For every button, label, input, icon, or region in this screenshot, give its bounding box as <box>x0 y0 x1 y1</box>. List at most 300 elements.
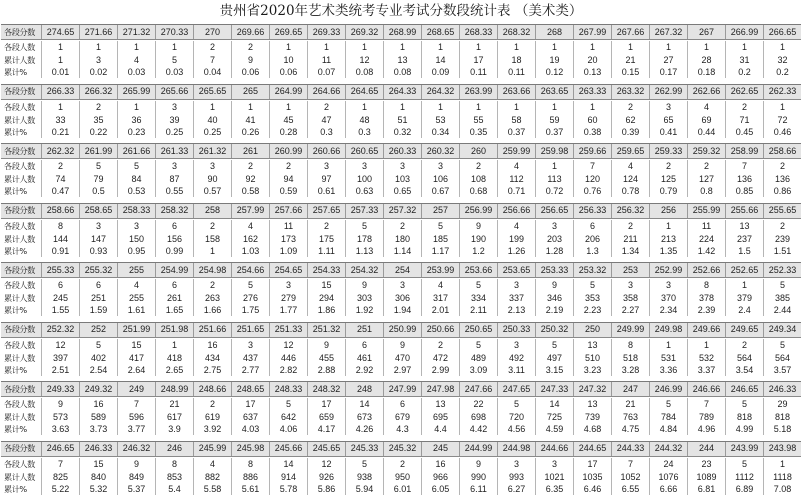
count-cell: 1 <box>649 41 687 54</box>
count-cell: 1 <box>535 160 573 173</box>
count-cell: 16 <box>193 339 231 352</box>
cumulative-cell: 993 <box>497 471 535 484</box>
score-cell: 248.99 <box>155 382 193 396</box>
score-cell: 259.99 <box>497 144 535 158</box>
cumulative-cell: 48 <box>345 114 383 127</box>
count-cell: 16 <box>421 458 459 471</box>
cumulative-cell: 818 <box>725 411 763 424</box>
percent-cell: 0.46 <box>763 127 801 138</box>
score-cell: 245.99 <box>193 442 231 456</box>
score-cell: 244.98 <box>497 442 535 456</box>
score-cell: 258.99 <box>725 144 763 158</box>
cumulative-cell: 251 <box>79 292 117 305</box>
percent-cell: 0.11 <box>497 67 535 78</box>
percent-cell: 2.44 <box>763 305 801 316</box>
cumulative-cell: 532 <box>687 352 725 365</box>
score-cell: 259.33 <box>649 144 687 158</box>
score-cell: 254.66 <box>231 263 269 277</box>
count-cell: 5 <box>459 339 497 352</box>
cumulative-cell: 36 <box>117 114 155 127</box>
score-cell: 254.33 <box>307 263 345 277</box>
count-cell: 7 <box>725 160 763 173</box>
percent-cell: 0.07 <box>307 67 345 78</box>
score-cell: 254.98 <box>193 263 231 277</box>
percent-cell: 1.42 <box>687 246 725 257</box>
percent-cell: 0.93 <box>79 246 117 257</box>
percent-cell: 4.26 <box>345 424 383 435</box>
percent-cell: 2.27 <box>611 305 649 316</box>
cumulative-cell: 27 <box>649 54 687 67</box>
count-cell: 12 <box>307 458 345 471</box>
percent-cell: 1.92 <box>345 305 383 316</box>
count-cell: 8 <box>41 220 79 233</box>
score-cell: 247.99 <box>383 382 421 396</box>
count-cell: 5 <box>231 279 269 292</box>
count-cell: 9 <box>41 398 79 411</box>
score-cell: 248.65 <box>231 382 269 396</box>
cumulative-cell: 59 <box>535 114 573 127</box>
percent-cell: 0.03 <box>155 67 193 78</box>
score-cell: 251.66 <box>193 323 231 337</box>
score-cell: 257.33 <box>345 204 383 218</box>
count-cell: 2 <box>421 339 459 352</box>
percent-cell: 5.61 <box>231 484 269 495</box>
score-cell: 251.33 <box>269 323 307 337</box>
cumulative-cell: 150 <box>117 233 155 246</box>
count-cell: 1 <box>763 458 801 471</box>
percent-cell: 3.15 <box>535 365 573 376</box>
percent-cell: 6.55 <box>611 484 649 495</box>
percent-cell: 2.19 <box>535 305 573 316</box>
percent-cell: 3.37 <box>687 365 725 376</box>
cumulative-cell: 385 <box>763 292 801 305</box>
count-cell: 1 <box>307 41 345 54</box>
cumulative-cell: 853 <box>155 471 193 484</box>
count-cell: 2 <box>611 220 649 233</box>
count-cell: 5 <box>725 458 763 471</box>
cumulative-cell: 358 <box>611 292 649 305</box>
cumulative-cell: 84 <box>117 173 155 186</box>
cumulative-cell: 1035 <box>573 471 611 484</box>
percent-cell: 7.08 <box>763 484 801 495</box>
score-cell: 256 <box>649 204 687 218</box>
cumulative-cell: 882 <box>193 471 231 484</box>
score-cell: 265 <box>231 85 269 99</box>
data-row <box>1 173 801 186</box>
percent-cell: 5.94 <box>345 484 383 495</box>
score-cell: 246.65 <box>41 442 79 456</box>
count-cell: 4 <box>497 220 535 233</box>
count-cell: 5 <box>649 398 687 411</box>
percent-cell: 0.71 <box>497 186 535 197</box>
count-cell: 1 <box>383 41 421 54</box>
score-cell: 250.99 <box>383 323 421 337</box>
cumulative-cell: 261 <box>155 292 193 305</box>
count-cell: 3 <box>649 279 687 292</box>
cumulative-cell: 173 <box>269 233 307 246</box>
score-cell: 268 <box>535 25 573 39</box>
cumulative-cell: 619 <box>193 411 231 424</box>
cumulative-cell: 263 <box>193 292 231 305</box>
count-cell: 2 <box>763 220 801 233</box>
row-label: 累计人数 <box>4 55 35 66</box>
percent-cell: 2.99 <box>421 365 459 376</box>
count-cell: 9 <box>535 279 573 292</box>
cumulative-cell: 589 <box>79 411 117 424</box>
data-row <box>1 292 801 305</box>
cumulative-cell: 144 <box>41 233 79 246</box>
count-cell: 1 <box>763 41 801 54</box>
percent-cell: 0.65 <box>383 186 421 197</box>
score-cell: 245.98 <box>231 442 269 456</box>
row-label: 各段分数 <box>4 443 35 454</box>
count-cell: 1 <box>725 279 763 292</box>
score-cell: 246.32 <box>117 442 155 456</box>
percent-cell: 0.47 <box>41 186 79 197</box>
score-cell: 249.99 <box>611 323 649 337</box>
cumulative-cell: 402 <box>79 352 117 365</box>
cumulative-cell: 60 <box>573 114 611 127</box>
cumulative-cell: 617 <box>155 411 193 424</box>
count-cell: 3 <box>535 458 573 471</box>
percent-cell: 6.35 <box>535 484 573 495</box>
percent-cell: 0.08 <box>383 67 421 78</box>
score-cell: 253.66 <box>459 263 497 277</box>
count-cell: 4 <box>193 458 231 471</box>
cumulative-cell: 497 <box>535 352 573 365</box>
cumulative-cell: 255 <box>117 292 155 305</box>
count-cell: 2 <box>763 160 801 173</box>
count-cell: 1 <box>421 101 459 114</box>
count-cell: 1 <box>117 101 155 114</box>
cumulative-cell: 9 <box>231 54 269 67</box>
count-cell: 1 <box>41 41 79 54</box>
cumulative-cell: 120 <box>573 173 611 186</box>
cumulative-cell: 276 <box>231 292 269 305</box>
score-cell: 268.99 <box>383 25 421 39</box>
cumulative-cell: 35 <box>79 114 117 127</box>
cumulative-cell: 455 <box>307 352 345 365</box>
count-cell: 3 <box>193 160 231 173</box>
percent-cell: 2.01 <box>421 305 459 316</box>
cumulative-cell: 12 <box>345 54 383 67</box>
count-cell: 17 <box>573 458 611 471</box>
score-header-row <box>1 84 801 100</box>
score-cell: 261.99 <box>79 144 117 158</box>
count-cell: 7 <box>117 398 155 411</box>
percent-cell: 0.58 <box>231 186 269 197</box>
percent-cell: 0.72 <box>535 186 573 197</box>
count-cell: 1 <box>383 101 421 114</box>
cumulative-cell: 7 <box>193 54 231 67</box>
cumulative-cell: 127 <box>687 173 725 186</box>
score-cell: 263.65 <box>535 85 573 99</box>
score-cell: 244.99 <box>459 442 497 456</box>
score-cell: 250.65 <box>459 323 497 337</box>
cumulative-cell: 1112 <box>725 471 763 484</box>
cumulative-cell: 20 <box>573 54 611 67</box>
cumulative-cell: 190 <box>459 233 497 246</box>
cumulative-cell: 185 <box>421 233 459 246</box>
cumulative-cell: 175 <box>307 233 345 246</box>
score-cell: 249.66 <box>687 323 725 337</box>
percent-cell: 0.06 <box>269 67 307 78</box>
count-cell: 1 <box>155 339 193 352</box>
cumulative-cell: 136 <box>763 173 801 186</box>
count-cell: 3 <box>497 339 535 352</box>
row-label: 累计% <box>4 186 27 197</box>
data-row <box>1 424 801 435</box>
score-cell: 256.32 <box>611 204 649 218</box>
score-cell: 255 <box>117 263 155 277</box>
cumulative-cell: 492 <box>497 352 535 365</box>
cumulative-cell: 213 <box>649 233 687 246</box>
count-cell: 1 <box>269 101 307 114</box>
percent-cell: 2.92 <box>345 365 383 376</box>
percent-cell: 5.37 <box>117 484 155 495</box>
row-label: 各段人数 <box>4 42 35 53</box>
data-row <box>1 41 801 54</box>
score-cell: 257.32 <box>383 204 421 218</box>
cumulative-cell: 472 <box>421 352 459 365</box>
percent-cell: 0.53 <box>117 186 155 197</box>
row-label: 各段分数 <box>4 86 35 97</box>
cumulative-cell: 10 <box>269 54 307 67</box>
count-cell: 2 <box>231 160 269 173</box>
percent-cell: 1.14 <box>383 246 421 257</box>
score-cell: 264.99 <box>269 85 307 99</box>
count-cell: 1 <box>345 41 383 54</box>
score-cell: 268.33 <box>459 25 497 39</box>
count-cell: 2 <box>649 160 687 173</box>
score-cell: 267.32 <box>649 25 687 39</box>
percent-cell: 1.94 <box>383 305 421 316</box>
row-label: 累计% <box>4 245 27 256</box>
percent-cell: 0.3 <box>345 127 383 138</box>
score-cell: 249.33 <box>41 382 79 396</box>
score-cell: 271.66 <box>79 25 117 39</box>
percent-cell: 0.21 <box>41 127 79 138</box>
count-cell: 4 <box>117 279 155 292</box>
row-label: 各段人数 <box>4 399 35 410</box>
score-header-row <box>1 381 801 397</box>
score-cell: 264.66 <box>307 85 345 99</box>
count-cell: 14 <box>345 398 383 411</box>
percent-cell: 2.13 <box>497 305 535 316</box>
percent-cell: 0.55 <box>155 186 193 197</box>
count-cell: 17 <box>307 398 345 411</box>
row-label: 累计人数 <box>4 174 35 185</box>
score-cell: 274.65 <box>41 25 79 39</box>
percent-cell: 1.11 <box>307 246 345 257</box>
score-cell: 245.66 <box>269 442 307 456</box>
cumulative-cell: 564 <box>725 352 763 365</box>
cumulative-cell: 13 <box>383 54 421 67</box>
percent-cell: 1.86 <box>307 305 345 316</box>
score-cell: 250 <box>573 323 611 337</box>
count-cell: 8 <box>611 339 649 352</box>
count-cell: 2 <box>269 160 307 173</box>
data-row <box>1 305 801 316</box>
cumulative-cell: 239 <box>763 233 801 246</box>
score-cell: 266.32 <box>79 85 117 99</box>
percent-cell: 6.27 <box>497 484 535 495</box>
count-cell: 1 <box>269 41 307 54</box>
cumulative-cell: 573 <box>41 411 79 424</box>
count-cell: 4 <box>421 279 459 292</box>
count-cell: 12 <box>269 339 307 352</box>
page-title: 贵州省2020年艺术类统考专业考试分数段统计表 （美术类） <box>219 3 583 19</box>
score-cell: 260 <box>459 144 497 158</box>
count-cell: 4 <box>611 160 649 173</box>
percent-cell: 0.78 <box>611 186 649 197</box>
score-cell: 263.32 <box>611 85 649 99</box>
percent-cell: 3.63 <box>41 424 79 435</box>
score-cell: 268.65 <box>421 25 459 39</box>
percent-cell: 1 <box>193 246 231 257</box>
percent-cell: 1.51 <box>763 246 801 257</box>
count-cell: 5 <box>79 160 117 173</box>
cumulative-cell: 245 <box>41 292 79 305</box>
count-cell: 29 <box>763 398 801 411</box>
row-label: 累计人数 <box>4 471 35 482</box>
row-label: 各段人数 <box>4 220 35 231</box>
percent-cell: 0.23 <box>117 127 155 138</box>
percent-cell: 2.64 <box>117 365 155 376</box>
cumulative-cell: 659 <box>307 411 345 424</box>
count-cell: 21 <box>611 398 649 411</box>
score-cell: 262.65 <box>725 85 763 99</box>
percent-cell: 0.61 <box>307 186 345 197</box>
cumulative-cell: 103 <box>383 173 421 186</box>
count-cell: 2 <box>41 160 79 173</box>
score-cell: 247.66 <box>459 382 497 396</box>
score-cell: 245.65 <box>307 442 345 456</box>
cumulative-cell: 4 <box>117 54 155 67</box>
cumulative-cell: 789 <box>687 411 725 424</box>
data-row <box>1 127 801 138</box>
score-cell: 267.99 <box>573 25 611 39</box>
count-cell: 4 <box>231 220 269 233</box>
percent-cell: 6.66 <box>649 484 687 495</box>
count-cell: 22 <box>459 398 497 411</box>
score-cell: 247.32 <box>573 382 611 396</box>
score-cell: 267.66 <box>611 25 649 39</box>
cumulative-cell: 14 <box>421 54 459 67</box>
count-cell: 7 <box>41 458 79 471</box>
count-cell: 13 <box>421 398 459 411</box>
percent-cell: 3.09 <box>459 365 497 376</box>
row-label: 各段人数 <box>4 339 35 350</box>
cumulative-cell: 79 <box>79 173 117 186</box>
cumulative-cell: 94 <box>269 173 307 186</box>
percent-cell: 3.36 <box>649 365 687 376</box>
score-cell: 262.99 <box>649 85 687 99</box>
score-cell: 267 <box>687 25 725 39</box>
percent-cell: 2.11 <box>459 305 497 316</box>
cumulative-cell: 317 <box>421 292 459 305</box>
percent-cell: 2.97 <box>383 365 421 376</box>
count-cell: 3 <box>79 220 117 233</box>
cumulative-cell: 1076 <box>649 471 687 484</box>
percent-cell: 0.79 <box>649 186 687 197</box>
cumulative-cell: 418 <box>155 352 193 365</box>
percent-cell: 1.26 <box>497 246 535 257</box>
percent-cell: 2.54 <box>79 365 117 376</box>
percent-cell: 0.03 <box>117 67 155 78</box>
count-cell: 2 <box>193 220 231 233</box>
cumulative-cell: 518 <box>611 352 649 365</box>
percent-cell: 0.32 <box>383 127 421 138</box>
score-cell: 249.32 <box>79 382 117 396</box>
percent-cell: 0.26 <box>231 127 269 138</box>
score-cell: 259.65 <box>611 144 649 158</box>
score-cell: 250.66 <box>421 323 459 337</box>
data-row <box>1 398 801 411</box>
cumulative-cell: 840 <box>79 471 117 484</box>
cumulative-cell: 353 <box>573 292 611 305</box>
count-cell: 1 <box>497 41 535 54</box>
count-cell: 1 <box>535 41 573 54</box>
count-cell: 2 <box>383 220 421 233</box>
row-label: 各段分数 <box>4 205 35 216</box>
score-cell: 260.65 <box>345 144 383 158</box>
count-cell: 1 <box>497 101 535 114</box>
score-cell: 252.65 <box>725 263 763 277</box>
cumulative-cell: 41 <box>231 114 269 127</box>
count-cell: 7 <box>611 458 649 471</box>
row-label: 累计% <box>4 424 27 435</box>
count-cell: 3 <box>497 458 535 471</box>
row-label: 累计人数 <box>4 412 35 423</box>
cumulative-cell: 596 <box>117 411 155 424</box>
score-cell: 246.33 <box>763 382 801 396</box>
data-row <box>1 54 801 67</box>
cumulative-cell: 938 <box>345 471 383 484</box>
percent-cell: 0.22 <box>79 127 117 138</box>
percent-cell: 1.61 <box>117 305 155 316</box>
count-cell: 1 <box>155 41 193 54</box>
count-cell: 6 <box>573 220 611 233</box>
count-cell: 1 <box>459 101 497 114</box>
count-cell: 9 <box>459 220 497 233</box>
count-cell: 1 <box>117 41 155 54</box>
cumulative-cell: 3 <box>79 54 117 67</box>
percent-cell: 2.51 <box>41 365 79 376</box>
cumulative-cell: 17 <box>459 54 497 67</box>
cumulative-cell: 19 <box>535 54 573 67</box>
count-cell: 6 <box>41 279 79 292</box>
data-row <box>1 471 801 484</box>
count-cell: 1 <box>193 101 231 114</box>
count-cell: 6 <box>155 279 193 292</box>
score-cell: 270 <box>193 25 231 39</box>
cumulative-cell: 926 <box>307 471 345 484</box>
count-cell: 6 <box>345 339 383 352</box>
score-header-row <box>1 322 801 338</box>
cumulative-cell: 784 <box>649 411 687 424</box>
percent-cell: 0.68 <box>459 186 497 197</box>
row-label: 各段人数 <box>4 280 35 291</box>
percent-cell: 0.99 <box>155 246 193 257</box>
count-cell: 6 <box>155 220 193 233</box>
percent-cell: 0.5 <box>79 186 117 197</box>
row-label: 各段分数 <box>4 264 35 275</box>
count-cell: 8 <box>155 458 193 471</box>
cumulative-cell: 346 <box>535 292 573 305</box>
count-cell: 15 <box>79 458 117 471</box>
percent-cell: 0.01 <box>41 67 79 78</box>
